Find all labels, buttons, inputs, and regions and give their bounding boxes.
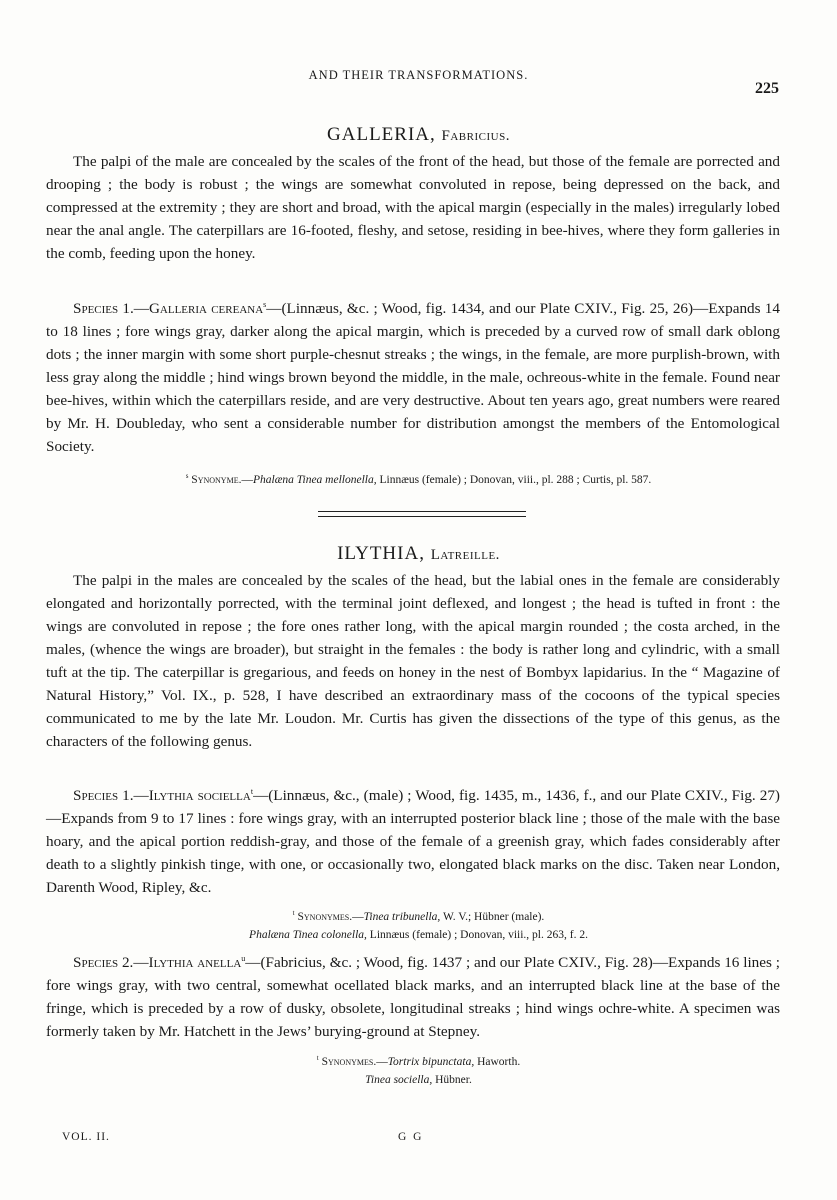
synonym-reference: Linnæus (female) ; Donovan, viii., pl. 263, f. 2.	[366, 928, 588, 941]
synonym-name: Tinea tribunella,	[363, 910, 441, 923]
synonym-label: Synonyme.—	[191, 473, 253, 486]
footnote-mark: s	[185, 472, 189, 480]
page-number: 225	[755, 80, 779, 97]
synonym-line	[0, 926, 837, 944]
volume-label: VOL. II.	[62, 1131, 110, 1143]
species-text: —(Linnæus, &c. ; Wood, fig. 1434, and our Plate CXIV., Fig. 25, 26)—Expands 14 to 18 lines ; fore wings gray, darker along the apical margin, which is preceded by a curved row of small dark oblong dots ; the inner margin with some short purple-chesnut streaks ; the wings, in the female, are more purplish-brown, with less gray along the middle ; hind wings brown beyond the middle, in the male, ochreous-white in the female. Found near bee-hives, within which the caterpillars reside, and are very destructive. About ten years ago, great numbers were reared by Mr. H. Doubleday, who sent a considerable number for distribution amongst the members of the Entomological Society.	[46, 300, 780, 456]
species-label: Species 1.—	[73, 787, 149, 805]
synonym-note	[0, 904, 837, 944]
genus-name: GALLERIA,	[327, 124, 436, 145]
species-name: Ilythia anella	[148, 954, 242, 972]
synonym-label: Synonymes.—	[321, 1055, 388, 1068]
synonym-name: Tinea sociella,	[365, 1073, 433, 1086]
genus-heading-ilythia	[0, 543, 837, 565]
species-text: —(Linnæus, &c., (male) ; Wood, fig. 1435, m., 1436, f., and our Plate CXIV., Fig. 27)—Expands from 9 to 17 lines : fore wings gray, with an interrupted posterior black line ; those of the male with the base hoary, and the apical portion reddish-gray, and those of the female of a greenish gray, which fades considerably after death to a slightly pinkish tinge, with one, or occasionally two, elongated black marks on the disc. Taken near London, Darenth Wood, Ripley, &c.	[46, 787, 780, 897]
footnote-mark: s	[263, 300, 267, 309]
species-text: —(Fabricius, &c. ; Wood, fig. 1437 ; and our Plate CXIV., Fig. 28)—Expands 16 lines ; fore wings gray, with two central, somewhat ocellated black marks, and an interrupted black line at the base of the fringe, which is preceded by a row of dusky, obsolete, longitudinal streaks ; hind wings ochre-white. A specimen was formerly taken by Mr. Hatchett in the Jews’ burying-ground at Stepney.	[46, 954, 780, 1041]
synonym-name: Phalæna Tinea colonella,	[249, 928, 367, 941]
species-entry-ilythia-anella	[46, 947, 780, 1043]
genus-description-ilythia: The palpi in the males are concealed by the scales of the head, but the labial ones in the female are considerably elongated and horizontally porrected, with the terminal joint deflexed, and longest ; the head is tufted in front : the wings are convoluted in repose ; the fore ones rather long, with the apical margin rounded ; the costa arched, in the males, (whence the wings are broader), but straight in the females : the body is rather long and cylindric, with a small tuft at the tip. The caterpillar is gregarious, and feeds on honey in the nest of Bombyx lapidarius. In the “ Magazine of Natural History,” Vol. IX., p. 528, I have described an extraordinary mass of the cocoons of the typical species communicated to me by the late Mr. Loudon. Mr. Curtis has given the dissections of the type of this genus, as the characters of the following genus.	[46, 572, 780, 750]
footnote-mark: t	[292, 909, 295, 917]
footnote-mark: t	[316, 1054, 319, 1062]
species-name: Ilythia sociella	[148, 787, 251, 805]
synonym-reference: Haworth.	[474, 1055, 521, 1068]
synonym-label: Synonymes.—	[297, 910, 364, 923]
species-entry-galleria-cereana	[46, 293, 780, 458]
genus-author: Fabricius.	[441, 128, 510, 144]
running-head: AND THEIR TRANSFORMATIONS.	[308, 68, 529, 82]
synonym-note	[0, 1049, 837, 1089]
synonym-line	[0, 1071, 837, 1089]
synonym-note	[0, 467, 837, 489]
species-label: Species 2.—	[73, 954, 149, 972]
synonym-reference: W. V.; Hübner (male).	[440, 910, 545, 923]
synonym-reference: Hübner.	[432, 1073, 472, 1086]
synonym-line	[0, 1049, 837, 1071]
genus-description-galleria: The palpi of the male are concealed by the scales of the front of the head, but those of the female are porrected and drooping ; the body is robust ; the wings are somewhat convoluted in repose, being depressed on the back, and compressed at the extremity ; they are short and broad, with the apical margin (especially in the males) irregularly lobed near the anal angle. The caterpillars are 16-footed, fleshy, and setose, residing in bee-hives, where they form galleries in the comb, feeding upon the honey.	[46, 153, 780, 262]
signature-mark: G G	[398, 1131, 424, 1143]
genus-heading-galleria	[0, 124, 837, 146]
synonym-name: Tortrix bipunctata,	[387, 1055, 475, 1068]
footnote-mark: t	[250, 787, 254, 796]
synonym-name: Phalæna Tinea mellonella,	[252, 473, 377, 486]
genus-name: ILYTHIA,	[337, 543, 425, 564]
section-divider	[318, 511, 526, 517]
genus-author: Latreille.	[430, 547, 500, 563]
species-label: Species 1.—	[73, 300, 149, 318]
synonym-reference: Linnæus (female) ; Donovan, viii., pl. 288 ; Curtis, pl. 587.	[376, 473, 652, 486]
species-entry-ilythia-sociella	[46, 780, 780, 899]
synonym-line	[0, 904, 837, 926]
species-name: Galleria cereana	[148, 300, 264, 318]
footnote-mark: u	[241, 954, 246, 963]
